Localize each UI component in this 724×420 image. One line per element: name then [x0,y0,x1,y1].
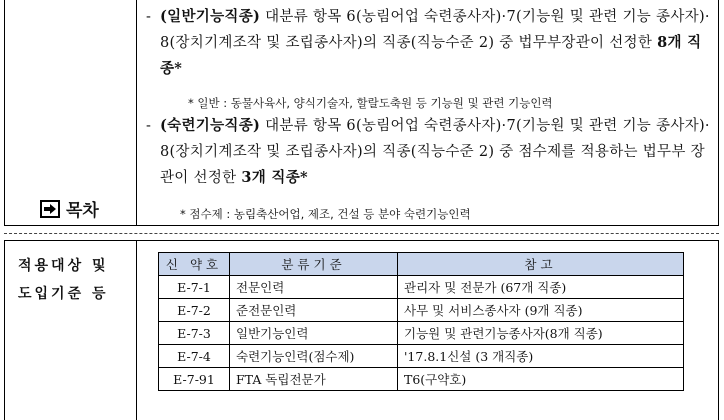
bullet-dash: - [146,9,152,25]
column-header: 분류기준 [230,253,398,276]
label-line: 도입기준 등 [18,286,109,302]
classification-cell: 준전문인력 [230,299,398,322]
column-header: 신 약호 [159,253,230,276]
code-cell: E-7-2 [159,299,230,322]
skilled-paragraph [146,113,712,191]
paragraph-tail: 3개 직종* [241,169,308,186]
table-row [159,345,684,368]
paragraph-text: 대분류 항목 6(농림어업 숙련종사자)·7(기능원 및 관련 기능 종사자)· 8(장치기계조작 및 조립종사자)의 직종(직능수준 2) 중 법무부장관이 선정한 [160,9,710,51]
table-of-contents-link[interactable] [40,196,99,221]
dashed-separator [4,233,719,234]
reference-cell: T6(구약호) [398,368,684,391]
table-header-row [159,253,684,276]
label-line: 적용대상 및 [18,258,109,274]
paragraph-text: 대분류 항목 6(농림어업 숙련종사자)·7(기능원 및 관련 기능 종사자)· 8(장치기계조작 및 조립종사자)의 직종(직능수준 2) 중 점수제를 적용하는 법무부 장관이 선정한 [160,118,710,186]
column-divider [136,0,137,225]
reference-cell: '17.8.1신설 (3 개직종) [398,345,684,368]
table-row [159,322,684,345]
code-cell: E-7-3 [159,322,230,345]
paragraph-tail: 8개 직종* [160,34,702,77]
classification-cell: 숙련기능인력(점수제) [230,345,398,368]
general-note: * 일반 : 동물사육사, 양식기술자, 할랄도축원 등 기능원 및 관련 기능인력 [188,96,553,110]
paragraph-lead: (숙련기능직종) [160,117,261,134]
classification-cell: FTA 독립전문가 [230,368,398,391]
reference-cell: 기능원 및 관련기능종사자(8개 직종) [398,322,684,345]
code-cell: E-7-91 [159,368,230,391]
bullet-dash: - [146,118,152,134]
table-row [159,299,684,322]
classification-cell: 전문인력 [230,276,398,299]
general-skill-paragraph [146,4,712,82]
code-cell: E-7-4 [159,345,230,368]
points-note: * 점수제 : 농림축산어업, 제조, 건설 등 분야 숙련기능인력 [180,207,471,221]
table-row [159,276,684,299]
toc-label: 목차 [66,201,99,221]
paragraph-lead: (일반기능직종) [160,8,261,25]
visa-code-table [158,252,684,391]
column-header: 참고 [398,253,684,276]
apply-target-label [18,252,126,308]
reference-cell: 사무 및 서비스종사자 (9개 직종) [398,299,684,322]
classification-cell: 일반기능인력 [230,322,398,345]
code-cell: E-7-1 [159,276,230,299]
column-divider [136,241,137,420]
reference-cell: 관리자 및 전문가 (67개 직종) [398,276,684,299]
table-row [159,368,684,391]
arrow-right-icon [40,200,60,218]
